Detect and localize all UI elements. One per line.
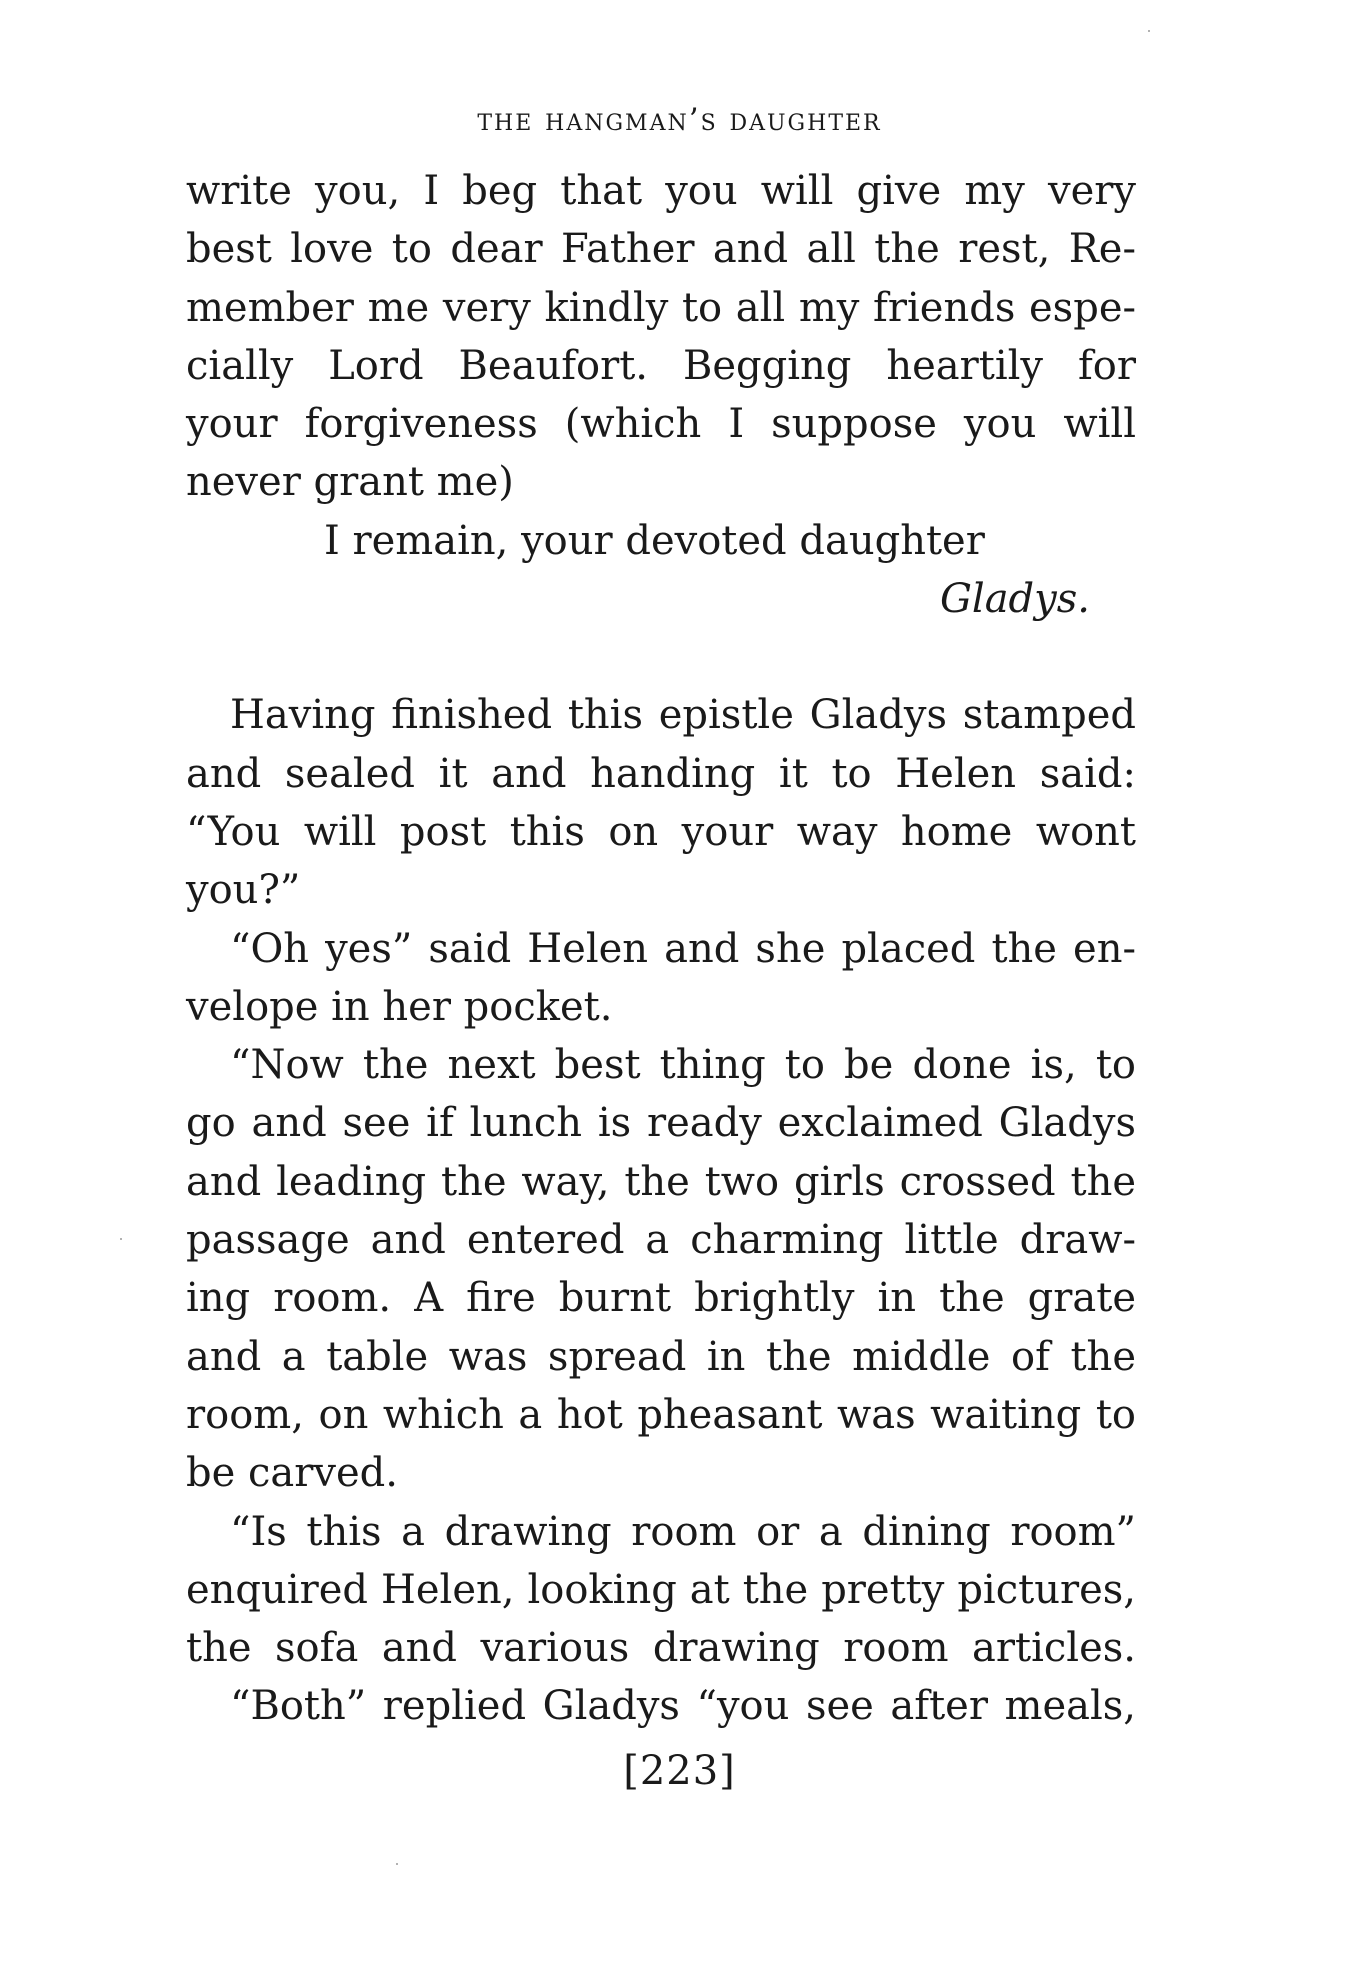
text-line: write you, I beg that you will give my very [186, 168, 1136, 214]
text-line: cially Lord Beaufort. Begging heartily for [186, 342, 1136, 389]
text-line: “Is this a drawing room or a dining room” [230, 1508, 1136, 1555]
text-line: be carved. [186, 1450, 398, 1497]
text-line: ing room. A fire burnt brightly in the grate [186, 1275, 1136, 1322]
text-line: and a table was spread in the middle of the [186, 1333, 1136, 1380]
paper-speck [396, 1863, 398, 1865]
text-line: your forgiveness (which I suppose you will [186, 401, 1136, 448]
text-line: velope in her pocket. [186, 983, 613, 1030]
paper-speck [1148, 30, 1150, 32]
text-line: and sealed it and handing it to Helen said: [186, 750, 1136, 797]
text-line: the sofa and various drawing room articles. [186, 1625, 1136, 1672]
running-head: the hangman’s daughter [477, 102, 882, 138]
text-line: passage and entered a charming little draw- [186, 1217, 1136, 1264]
text-line: you?” [186, 867, 301, 914]
text-line: “Now the next best thing to be done is, to [230, 1042, 1136, 1089]
text-line: member me very kindly to all my friends espe- [186, 284, 1136, 331]
letter-closing: I remain, your devoted daughter [324, 517, 985, 564]
text-line: enquired Helen, looking at the pretty pictures, [186, 1566, 1136, 1613]
page-number: [223] [623, 1748, 736, 1794]
text-line: go and see if lunch is ready exclaimed Gladys [186, 1100, 1136, 1147]
text-line: never grant me) [186, 459, 514, 506]
text-line: best love to dear Father and all the rest, Re- [186, 226, 1136, 273]
paragraph-gap [186, 628, 1136, 686]
text-line: room, on which a hot pheasant was waiting to [186, 1391, 1136, 1438]
letter-signature: Gladys. [939, 576, 1090, 623]
text-line: and leading the way, the two girls crossed the [186, 1158, 1136, 1205]
text-line: “Both” replied Gladys “you see after meals, [230, 1683, 1136, 1730]
page-body [186, 162, 1136, 1736]
text-line: “Oh yes” said Helen and she placed the en- [230, 925, 1136, 972]
text-line: Having finished this epistle Gladys stamped [230, 692, 1136, 739]
paper-speck [120, 1238, 122, 1240]
text-line: “You will post this on your way home wont [186, 808, 1136, 855]
